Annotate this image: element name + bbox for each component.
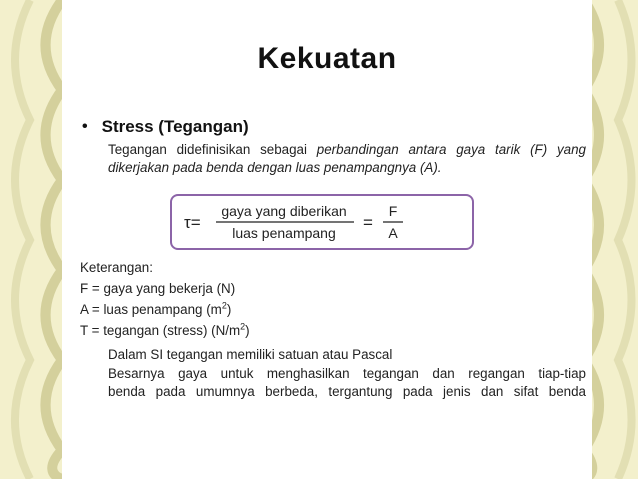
formula-denominator-text: luas penampang xyxy=(232,225,336,241)
keterangan-t-sup: 2 xyxy=(240,321,246,332)
keterangan-a-prefix: A = luas penampang (m xyxy=(80,302,222,317)
keterangan-a-suffix: ) xyxy=(226,302,232,317)
stress-definition xyxy=(108,141,586,177)
keterangan-t-suffix: ) xyxy=(245,323,250,338)
note-si-unit: Dalam SI tegangan memiliki satuan atau Pascal xyxy=(108,347,393,362)
formula-denominator-symbol: A xyxy=(388,225,398,241)
keterangan-a xyxy=(80,299,250,320)
note-line-3: benda pada umumnya berbeda, tergantung pada jenis dan sifat benda xyxy=(108,384,586,399)
keterangan-t-prefix: T = tegangan (stress) (N/m xyxy=(80,323,241,338)
keterangan-heading: Keterangan: xyxy=(80,260,153,275)
keterangan-a-sup: 2 xyxy=(221,300,227,311)
formula-symbol: τ= xyxy=(184,213,201,232)
bullet-dot-icon: • xyxy=(82,118,88,135)
stress-formula-box xyxy=(170,194,474,250)
keterangan-list xyxy=(80,257,250,341)
formula-numerator-symbol: F xyxy=(388,203,398,219)
definition-italic: perbandingan antara gaya tarik (F) yang dikerjakan pada benda dengan luas penampangnya (A). xyxy=(108,142,586,175)
bullet-stress xyxy=(82,117,249,137)
formula-numerator-text: gaya yang diberikan xyxy=(221,203,347,219)
slide-title: Kekuatan xyxy=(257,42,397,75)
note-line-2: Besarnya gaya untuk menghasilkan tegangan dan regangan tiap-tiap xyxy=(108,366,586,381)
notes-block xyxy=(108,346,586,401)
stress-formula xyxy=(172,196,472,248)
slide-content xyxy=(62,0,592,479)
keterangan-f: F = gaya yang bekerja (N) xyxy=(80,281,236,296)
left-ornament-border xyxy=(0,0,70,479)
keterangan-t xyxy=(80,320,250,341)
formula-equals: = xyxy=(363,213,373,232)
definition-plain: Tegangan didefinisikan sebagai xyxy=(108,142,317,157)
bullet-heading: Stress (Tegangan) xyxy=(101,117,249,136)
